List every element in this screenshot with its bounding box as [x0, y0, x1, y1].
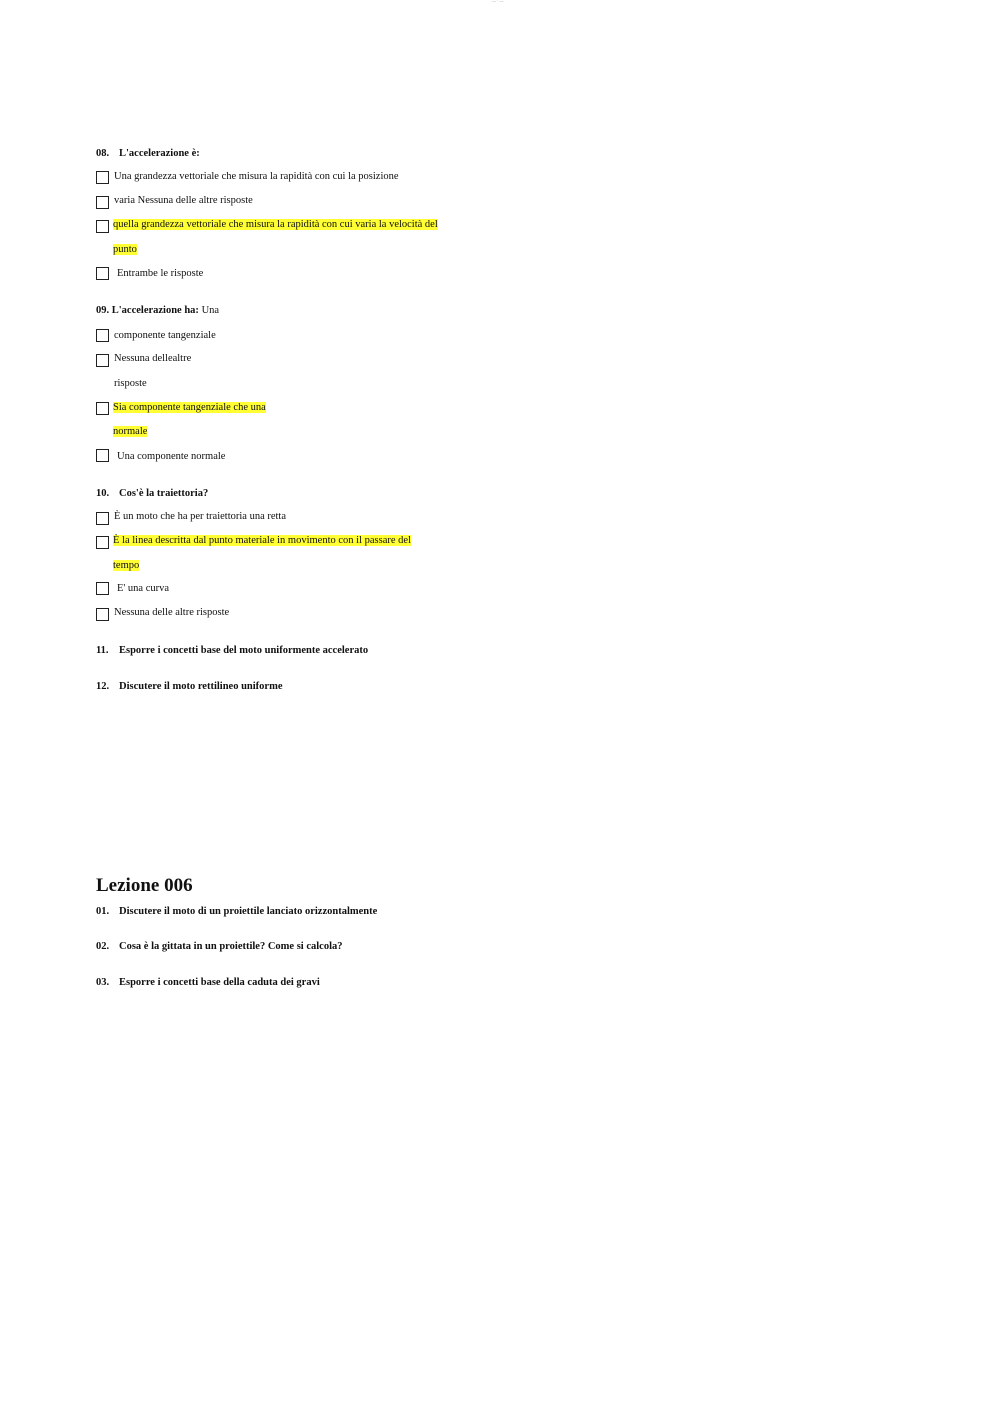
answer-option-label: Entrambe le risposte: [117, 268, 204, 279]
page-header-mark: — · —: [492, 0, 504, 3]
question-12-title: [96, 681, 283, 692]
answer-option-label-continued: risposte: [114, 378, 147, 389]
question-text: Discutere il moto di un proiettile lanciato orizzontalmente: [119, 906, 378, 917]
checkbox[interactable]: [96, 402, 109, 415]
highlighted-answer-label: È la linea descritta dal punto materiale in movimento con il passare del: [113, 535, 411, 546]
checkbox[interactable]: [96, 449, 109, 462]
lesson-question-03: [96, 977, 320, 988]
checkbox[interactable]: [96, 267, 109, 280]
lesson-heading: Lezione 006: [96, 875, 193, 896]
question-number: 01.: [96, 906, 110, 917]
question-text: Discutere il moto rettilineo uniforme: [119, 681, 283, 692]
question-text: Cos'è la traiettoria?: [119, 488, 209, 499]
question-text: L'accelerazione è:: [119, 148, 200, 159]
lesson-question-02: [96, 941, 343, 952]
answer-option-label: componente tangenziale: [114, 330, 216, 341]
checkbox[interactable]: [96, 171, 109, 184]
answer-option-label: Una grandezza vettoriale che misura la rapidità con cui la posizione: [114, 171, 399, 182]
question-09-title: [96, 305, 219, 316]
question-11-title: [96, 645, 368, 656]
answer-option-label: E' una curva: [117, 583, 170, 594]
highlighted-answer-label-continued: tempo: [113, 560, 140, 571]
question-text: Esporre i concetti base del moto uniformente accelerato: [119, 645, 369, 656]
highlighted-answer-label-continued: normale: [113, 426, 148, 437]
checkbox[interactable]: [96, 354, 109, 367]
checkbox[interactable]: [96, 196, 109, 209]
answer-option-label: varia Nessuna delle altre risposte: [114, 195, 253, 206]
checkbox[interactable]: [96, 608, 109, 621]
answer-option-label: Nessuna dellealtre: [114, 353, 192, 364]
question-number: 03.: [96, 977, 110, 988]
checkbox[interactable]: [96, 536, 109, 549]
lesson-question-01: [96, 906, 377, 917]
question-number: 10.: [96, 488, 110, 499]
answer-option-label: Una componente normale: [117, 451, 226, 462]
question-08-title: [96, 148, 200, 159]
question-text: Cosa è la gittata in un proiettile? Come si calcola?: [119, 941, 343, 952]
question-text-continued: Una: [198, 305, 220, 316]
checkbox[interactable]: [96, 582, 109, 595]
highlighted-answer-label: Sia componente tangenziale che una: [113, 402, 266, 413]
checkbox[interactable]: [96, 329, 109, 342]
checkbox[interactable]: [96, 512, 109, 525]
question-number: 02.: [96, 941, 110, 952]
answer-option-label: Nessuna delle altre risposte: [114, 607, 230, 618]
answer-option-label: È un moto che ha per traiettoria una retta: [114, 511, 287, 522]
highlighted-answer-label: quella grandezza vettoriale che misura la rapidità con cui varia la velocità del: [113, 219, 438, 230]
question-number: 12.: [96, 681, 110, 692]
question-text: Esporre i concetti base della caduta dei gravi: [119, 977, 320, 988]
checkbox[interactable]: [96, 220, 109, 233]
question-10-title: [96, 488, 208, 499]
question-number: 08.: [96, 148, 110, 159]
highlighted-answer-label-continued: punto: [113, 244, 137, 255]
question-text: 09. L'accelerazione ha:: [96, 305, 199, 316]
question-number: 11.: [96, 645, 109, 656]
